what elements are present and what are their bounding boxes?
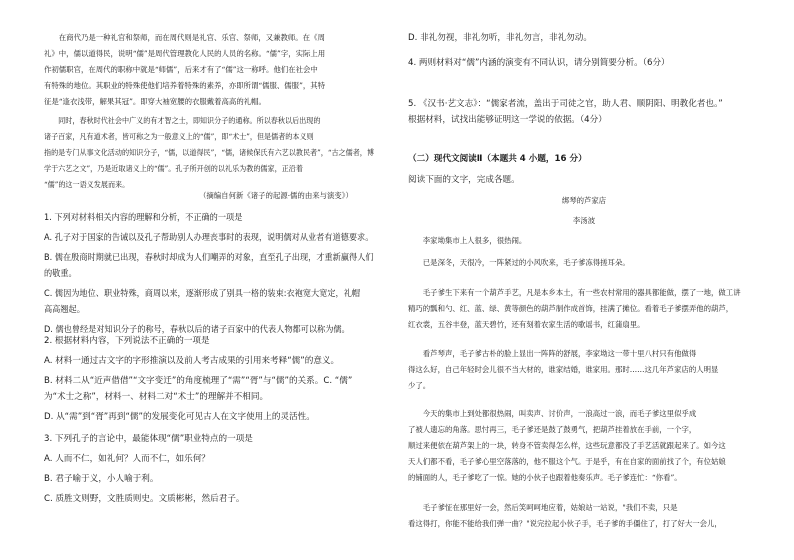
- option-c: C. 质胜文则野，文胜质则史。文质彬彬，然后君子。: [44, 494, 245, 504]
- question-3: [44, 431, 253, 507]
- passage-paragraph-2: 同时，春秋时代社会中广义的有才智之士，即知识分子的通称。所以春秋以后出现的 诸子百家，凡有道术者，皆可称之为一般意义上的“儒”，即“术士”，但是儒者的本义则 指的是专门从事文化活动的知识分子，“儒，以道得民”，“儒，诸候保氏有六艺以教民者”，“古之儒者，博 学于六艺之文”，乃是近取诸义上的“儒”。孔子所开创的以礼乐为教的儒家，正沿着 “儒”的这一语义发展而来。: [44, 116, 374, 189]
- story-author: 李汤波: [572, 216, 596, 225]
- option-b: B. 儒在殷商时期就已出现，春秋时却成为人们嘲弄的对象，直至孔子出现，才重新赢得人们: [44, 253, 374, 263]
- option-b: B. 材料二从“近声借借”“文字变迁”的角度梳理了“需”“胥”与“儒”的关系。C. “儒”: [44, 376, 353, 386]
- reading-instruction: 阅读下面的文字，完成各题。: [408, 175, 520, 185]
- option-d: D. 从“需”到“胥”再到“儒”的发展变化可见古人在文字使用上的灵活性。: [44, 412, 315, 422]
- question-2: [44, 333, 352, 425]
- question-1: [44, 210, 374, 338]
- question-stem: 2. 根据材料内容，下列说法不正确的一项是: [44, 336, 210, 346]
- story-paragraph-1: 李家坳集市上人很多，很热闹。: [408, 236, 527, 245]
- question-5: 5. 《汉书·艺文志》：“儒家者流，盖出于司徒之官，助人君、顺阴阳、明教化者也。” 根据材料，试找出能够证明这一学说的依据。（4分）: [408, 99, 723, 125]
- story-title: 绑琴的芦家店: [561, 196, 607, 205]
- question-3-option-d: D. 非礼勿视，非礼勿听，非礼勿言，非礼勿动。: [408, 33, 592, 43]
- question-4: 4. 两则材料对“儒”内涵的演变有不同认识，请分别简要分析。（6分）: [408, 58, 670, 68]
- option-c: 为“术士之称”，材料一、材料二对“术士”的理解并不相同。: [44, 392, 269, 402]
- story-paragraph-6: 毛子爹怔在那里好一会，然后笑呵呵地应着，姑娘站一站说，"我们不卖，只是 看这得打，你能不能给我们弹一曲？"说完拉起小伙子手，毛子爹的手僵住了，打了好大一会儿，: [408, 503, 722, 528]
- option-a: A. 孔子对于国家的告诫以及孔子帮助别人办理丧事时的表现，说明儒对从业者有道德要求。: [44, 233, 374, 243]
- option-b-cont: 的敬重。: [44, 269, 77, 279]
- option-c: C. 儒因为地位、职业特殊，商周以来，逐渐形成了别具一格的装束:衣袍宽大宽定，礼帽: [44, 289, 361, 299]
- option-d: D. 儒也曾经是对知识分子的称号，春秋以后的诸子百家中的代表人物都可以称为儒。: [44, 325, 350, 335]
- option-b: B. 君子喻于义，小人喻于利。: [44, 474, 159, 484]
- option-a: A. 人而不仁，如礼何？人而不仁，如乐何？: [44, 454, 210, 464]
- story-paragraph-2: 已是深冬，天很冷，一阵紧过的小风吹来，毛子爹冻得搓耳朵。: [408, 258, 630, 267]
- question-stem: 1. 下列对材料相关内容的理解和分析，不正确的一项是: [44, 213, 243, 223]
- section-heading: （二）现代文阅读Ⅱ（本题共 4 小题，16 分）: [408, 154, 587, 164]
- passage-paragraph-1: 在商代乃是一种礼官和祭师，而在周代则是礼官、乐官、祭师，又兼教师。在《周 礼》中，儒以道得民，说明“儒”是周代管理教化人民的人员的名称。“儒”字，实际上用 作初儒职官，在周代的职称中就是“师儒”，后来才有了“儒”这一称呼。他们在社会中 有特殊的地位。其职业的特殊使他们培养着特殊的素养，亦即所谓“儒服、儒服”，其特 征是“逢衣浅带，解果其冠”。即穿大袖宽腰的衣服戴着高高的礼帽。: [44, 33, 326, 106]
- option-a: A. 材料一通过古文字的字形推演以及前人考古成果的引用来考释“儒”的意义。: [44, 356, 340, 366]
- option-c-cont: 高高翘起。: [44, 305, 85, 315]
- source-citation: （摘编自何新《诸子的起源·儒的由来与演变》）: [199, 191, 353, 200]
- story-paragraph-4: 看芦琴声，毛子爹古朴的脸上显出一阵阵的舒展，李家坳这一带十里八村只有他做得 得这么好，自己年轻时会儿很不当大材的，谁家结婚，谁家用。那时……这几年芦家店的人明显 少了。: [408, 349, 719, 390]
- story-paragraph-5: 今天的集市上到处都很热闹，叫卖声、讨价声，一浪高过一浪，而毛子爹这里似乎成 了被人遗忘的角落。思忖再三，毛子爹还是鼓了鼓勇气，把葫芦挂着放在手前，一个字， 顺过来便依在葫芦架上的一块，转身不管卖得怎么样，这些玩意都没了手艺活就跟起来了。如今这 天人们都不看，毛子爹心里空落落的，他不服这个气。于是乎，有在自家的面前找了个，有位姑娘 的铺面的人，毛子爹吃了一惊。她的小伙子也跟着他奏乐声。毛子爹连忙：“你看”。: [408, 409, 726, 482]
- story-paragraph-3: 毛子爹生下来有一个葫芦手艺，凡是本乡本土，有一些农村常用的器具都能做，摆了一地，做工讲 精巧的瓢和勺、红、蓝、绿、黄等颜色的葫芦制作成首饰，挂满了摊位。看着毛子爹摆弄他的葫芦， 红衣裳，五谷丰登，蓝天碧竹，还有刻着农家生活的歌谣书，红蒲扇里。: [408, 288, 741, 329]
- question-stem: 3. 下列孔子的言论中，最能体现“儒”职业特点的一项是: [44, 434, 253, 444]
